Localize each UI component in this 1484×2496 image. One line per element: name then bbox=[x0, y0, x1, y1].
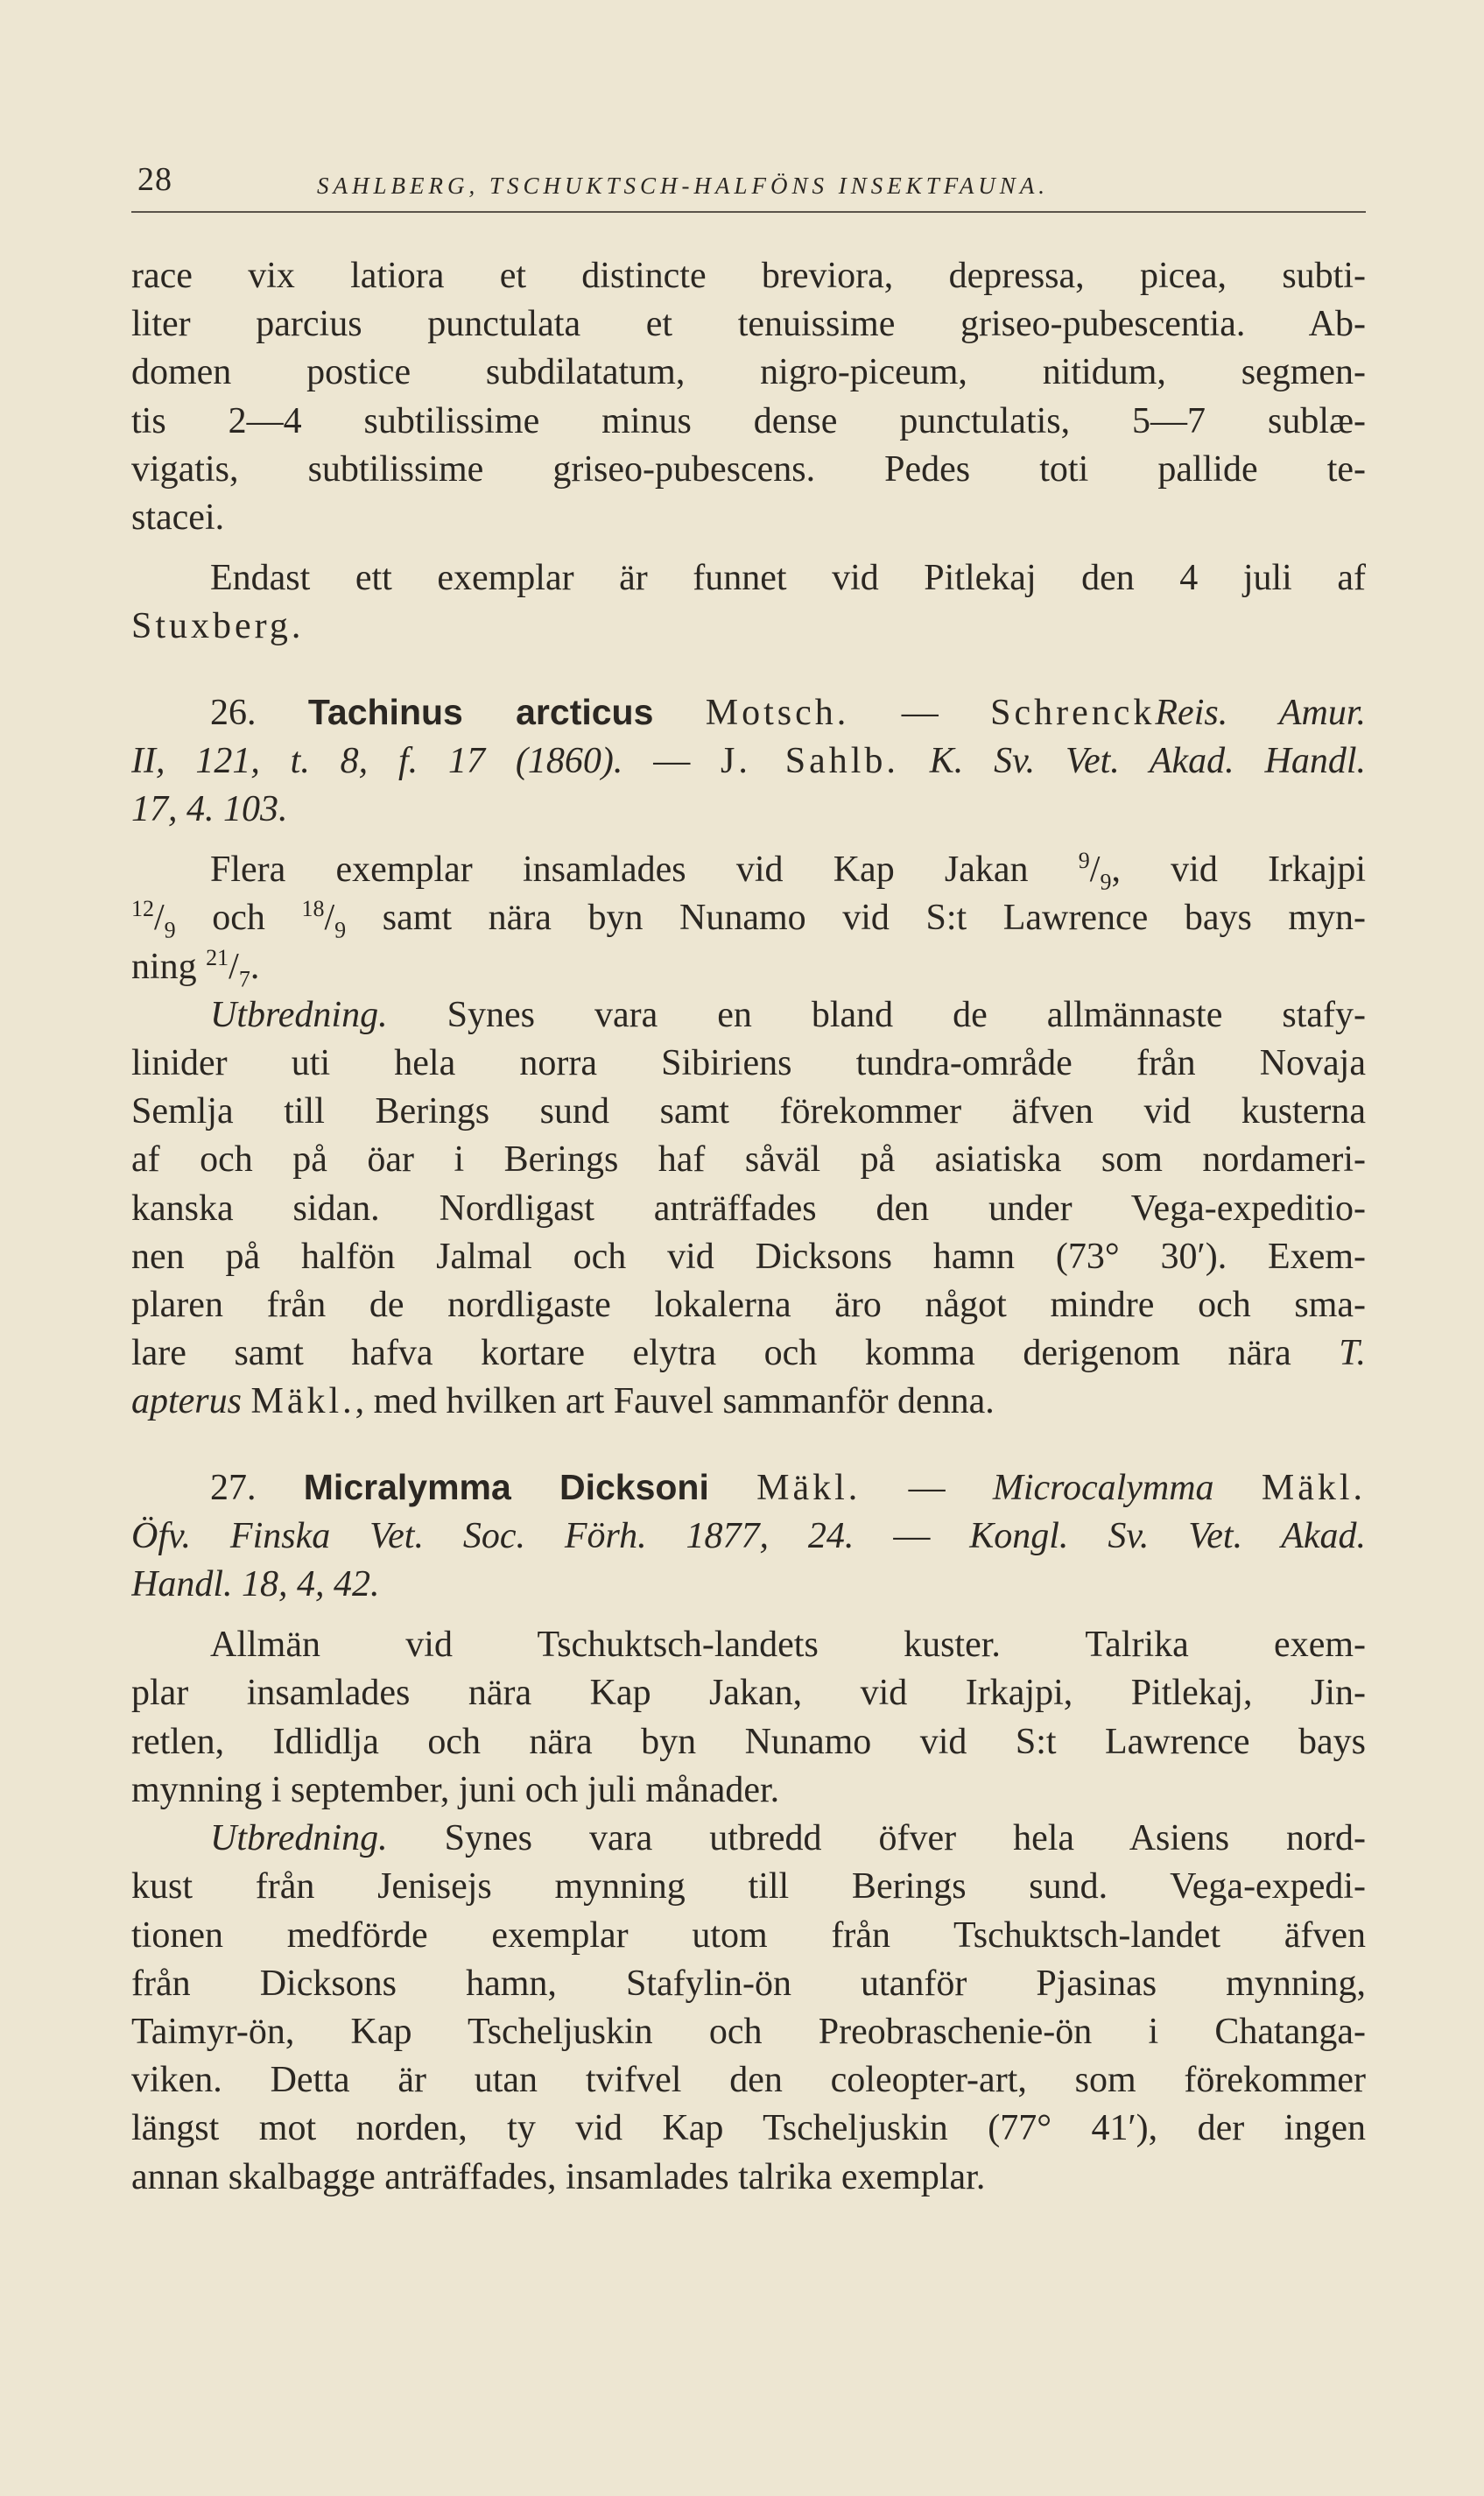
paragraph-latin-description bbox=[131, 252, 1366, 542]
text-line: Allmän vid Tschuktsch-landets kuster. Talrika exem- bbox=[210, 1625, 1366, 1666]
header-rule bbox=[131, 211, 1366, 213]
text-line: tionen medförde exemplar utom från Tschuktsch-landet äfven bbox=[131, 1914, 1366, 1956]
species-entry-27 bbox=[131, 1463, 1366, 2202]
species-heading: 26. Tachinus arcticus Motsch. — SchrenckReis. Amur. bbox=[210, 691, 1366, 733]
text-line: Stuxberg. bbox=[131, 606, 301, 647]
page-header bbox=[137, 160, 1363, 204]
text-line: Taimyr-ön, Kap Tscheljuskin och Preobraschenie-ön i Chatanga- bbox=[131, 2011, 1366, 2052]
text-line: liter parcius punctulata et tenuissime griseo-pubescentia. Ab- bbox=[131, 304, 1366, 345]
text-line: mynning i september, juni och juli månader. bbox=[131, 1769, 780, 1810]
main-text bbox=[131, 252, 1366, 2202]
text-line: längst mot norden, ty vid Kap Tscheljuskin (77° 41′), der ingen bbox=[131, 2108, 1366, 2149]
text-line: $^{12}/_9$ och $^{18}/_9$ samt nära byn Nunamo vid S:t Lawrence bays myn- bbox=[131, 896, 1366, 943]
section-label: Utbredning. bbox=[210, 1818, 388, 1859]
text-line: från Dicksons hamn, Stafylin-ön utanför Pjasinas mynning, bbox=[131, 1963, 1366, 2004]
reference-line: Handl. 18, 4, 42. bbox=[131, 1564, 380, 1605]
species-entry-26 bbox=[131, 688, 1366, 1427]
text-line: plar insamlades nära Kap Jakan, vid Irkajpi, Pitlekaj, Jin- bbox=[131, 1673, 1366, 1714]
text-line: retlen, Idlidlja och nära byn Nunamo vid S:t Lawrence bays bbox=[131, 1721, 1366, 1762]
text-line: kust från Jenisejs mynning till Berings sund. Vega-expedi- bbox=[131, 1866, 1366, 1907]
entry-number: 26. bbox=[210, 692, 257, 733]
page-number: 28 bbox=[137, 161, 172, 198]
text-line: vigatis, subtilissime griseo-pubescens. Pedes toti pallide te- bbox=[131, 448, 1366, 490]
text-line: Endast ett exemplar är funnet vid Pitlekaj den 4 juli af bbox=[210, 558, 1366, 599]
paragraph-specimen-note bbox=[131, 554, 1366, 651]
running-title: SAHLBERG, TSCHUKTSCH-HALFÖNS INSEKTFAUNA. bbox=[317, 173, 1050, 199]
species-name: Micralymma Dicksoni bbox=[303, 1466, 709, 1507]
author-name: Stuxberg bbox=[131, 606, 292, 647]
text-line: viken. Detta är utan tvifvel den coleopter-art, som förekommer bbox=[131, 2060, 1366, 2101]
text-line: race vix latiora et distincte breviora, depressa, picea, subti- bbox=[131, 256, 1366, 296]
text-line: Flera exemplar insamlades vid Kap Jakan $^9/_9$, vid Irkajpi bbox=[210, 848, 1366, 895]
text-line: plaren från de nordligaste lokalerna äro något mindre och sma- bbox=[131, 1285, 1366, 1326]
text-line: kanska sidan. Nordligast anträffades den under Vega-expeditio- bbox=[131, 1188, 1366, 1229]
text-line: linider uti hela norra Sibiriens tundra-område från Novaja bbox=[131, 1043, 1366, 1084]
text-line: stacei. bbox=[131, 497, 225, 539]
text-line: ning $^{21}/_7$. bbox=[131, 944, 260, 991]
text-line: domen postice subdilatatum, nigro-piceum, nitidum, segmen- bbox=[131, 352, 1366, 393]
text-line: apterus Mäkl., med hvilken art Fauvel sammanför denna. bbox=[131, 1381, 995, 1422]
reference-line: 17, 4. 103. bbox=[131, 789, 288, 830]
text-line: af och på öar i Berings haf såväl på asiatiska som nordameri- bbox=[131, 1139, 1366, 1181]
reference-line: II, 121, t. 8, f. 17 (1860). — J. Sahlb. K. Sv. Vet. Akad. Handl. bbox=[131, 740, 1366, 781]
text-line: lare samt hafva kortare elytra och komma derigenom nära T. bbox=[131, 1333, 1366, 1374]
text-line: Semlja till Berings sund samt förekommer äfven vid kusterna bbox=[131, 1091, 1366, 1132]
text-line: Utbredning. Synes vara en bland de allmännaste stafy- bbox=[210, 994, 1366, 1035]
text-line: annan skalbagge anträffades, insamlades talrika exemplar. bbox=[131, 2156, 986, 2197]
entry-number: 27. bbox=[210, 1467, 257, 1508]
text-line: tis 2—4 subtilissime minus dense punctulatis, 5—7 sublæ- bbox=[131, 400, 1366, 441]
section-label: Utbredning. bbox=[210, 994, 388, 1035]
text-line: Utbredning. Synes vara utbredd öfver hela Asiens nord- bbox=[210, 1818, 1366, 1859]
species-heading: 27. Micralymma Dicksoni Mäkl. — Microcalymma Mäkl. bbox=[210, 1466, 1366, 1508]
species-name: Tachinus arcticus bbox=[307, 691, 654, 732]
reference-line: Öfv. Finska Vet. Soc. Förh. 1877, 24. — Kongl. Sv. Vet. Akad. bbox=[131, 1515, 1366, 1556]
text-line: nen på halfön Jalmal och vid Dicksons hamn (73° 30′). Exem- bbox=[131, 1236, 1366, 1277]
